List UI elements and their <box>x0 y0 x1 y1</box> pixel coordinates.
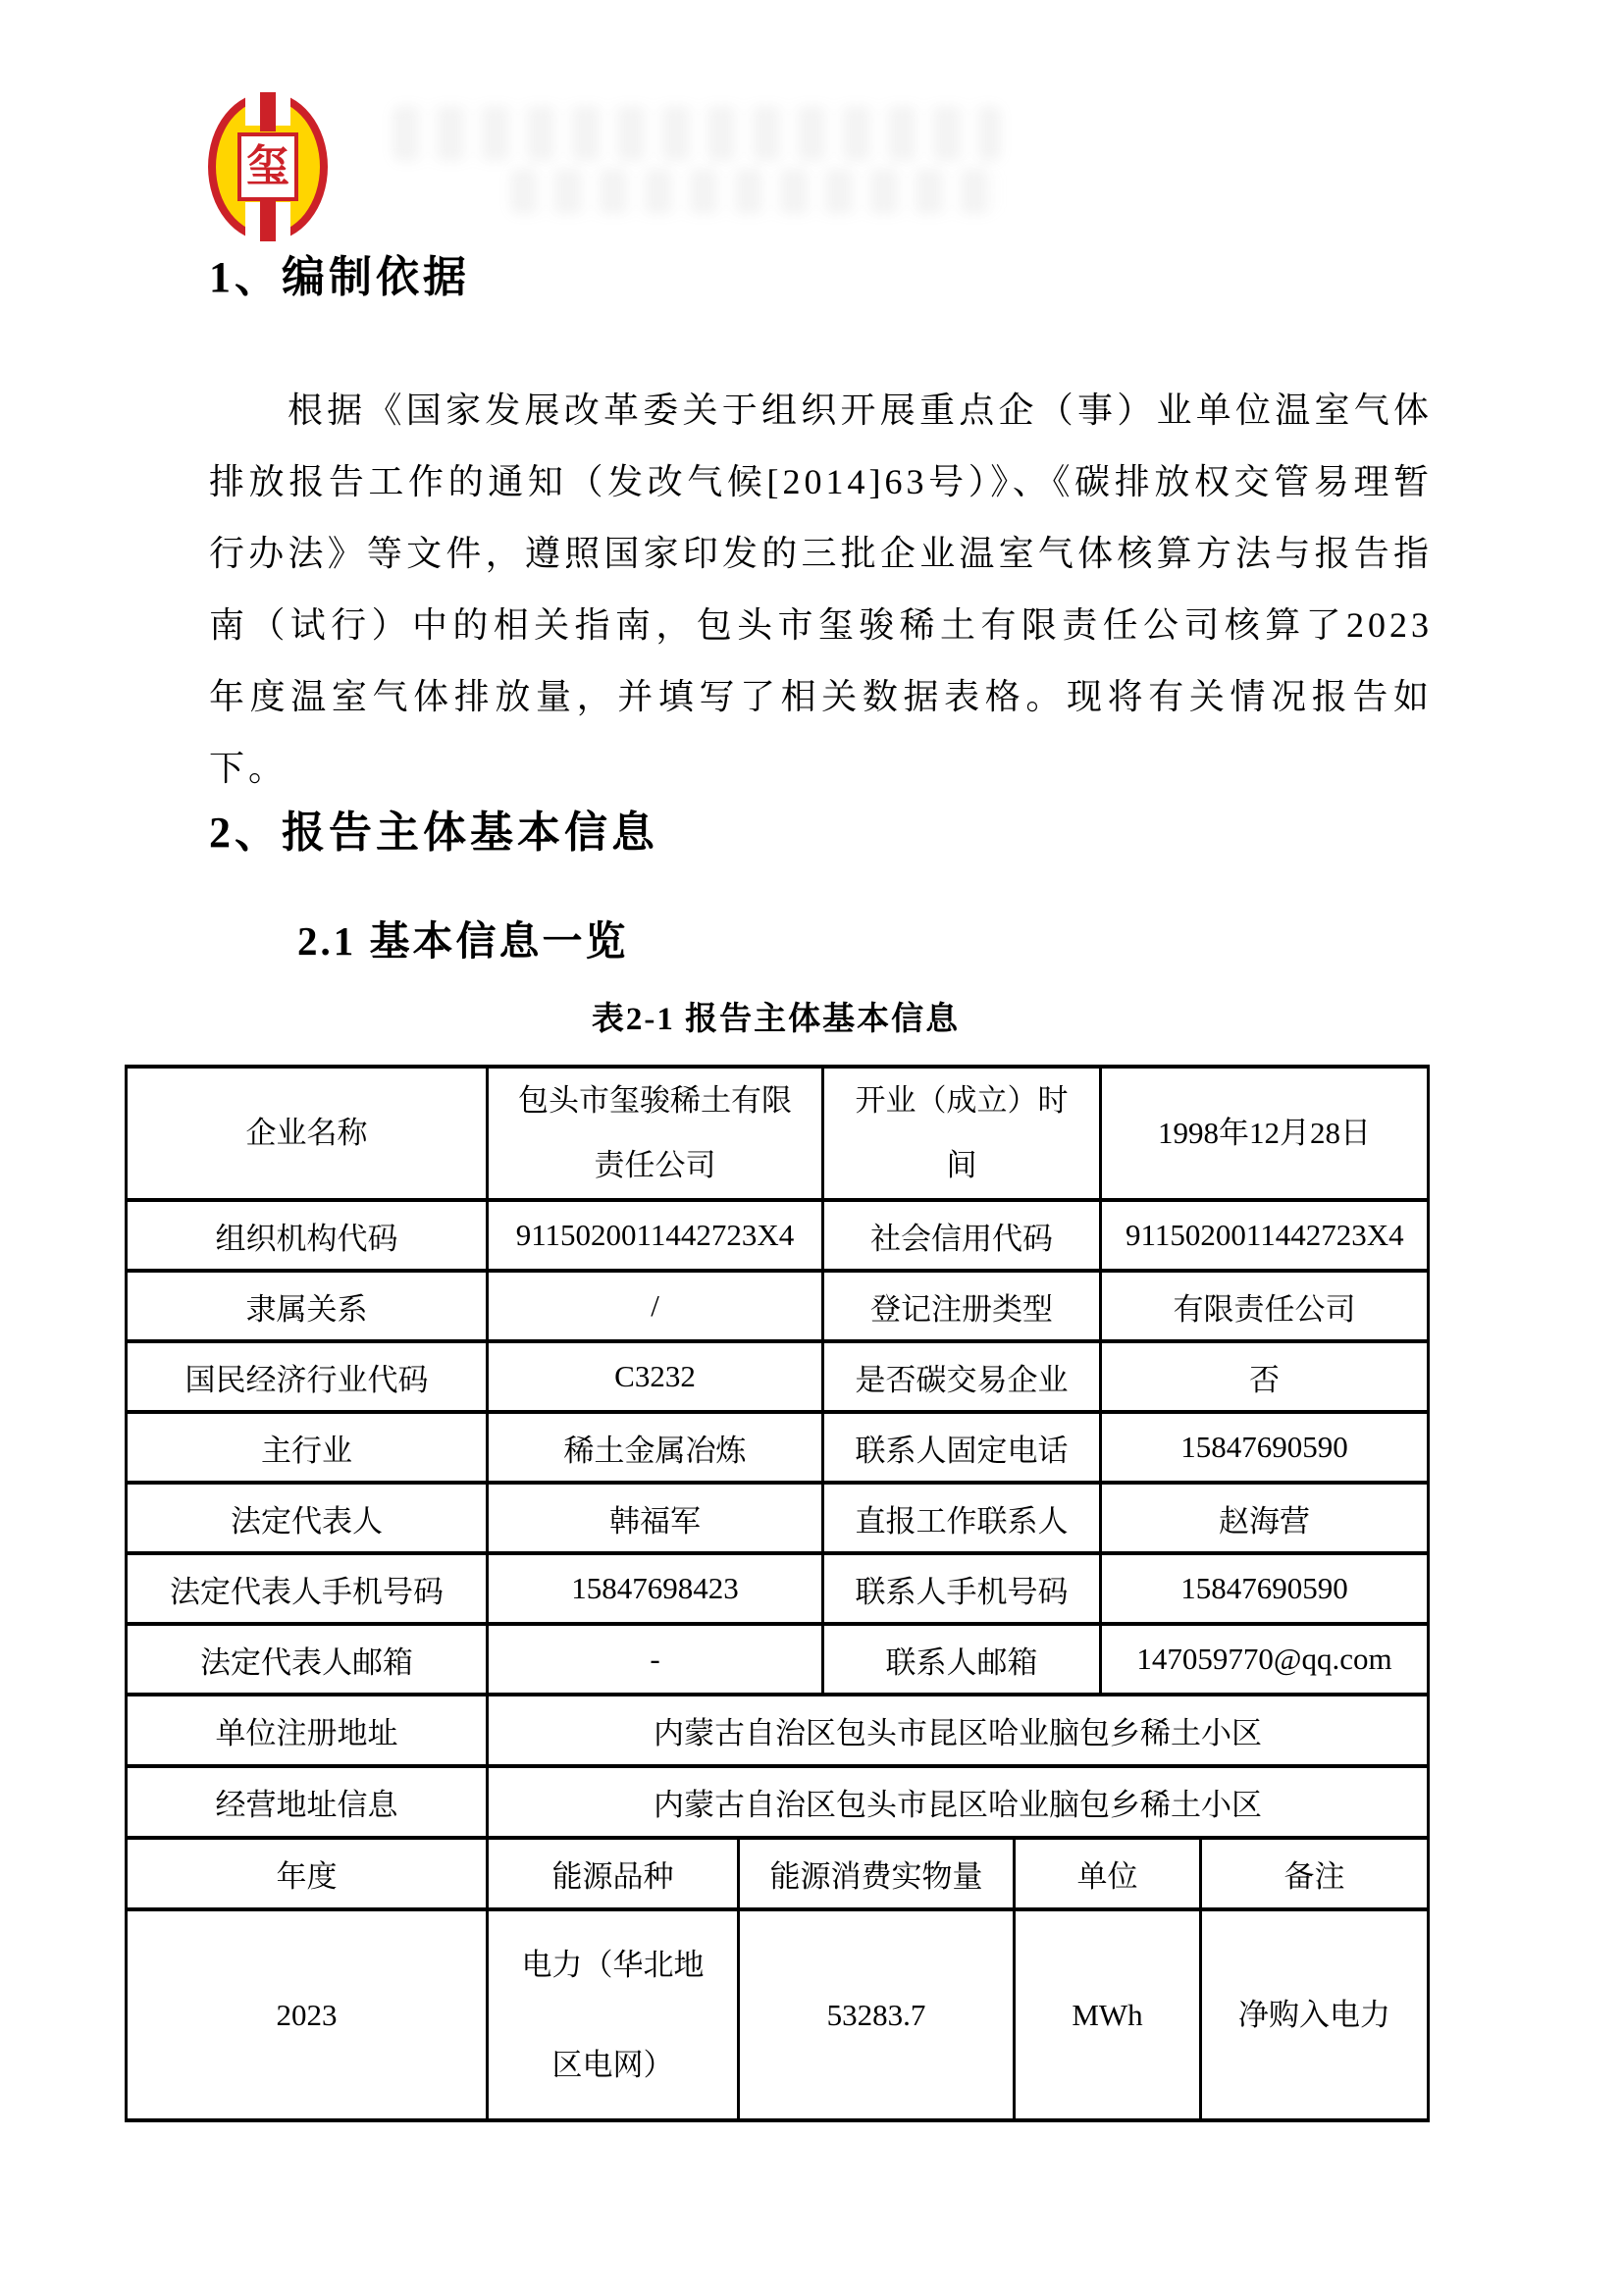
column-header: 能源品种 <box>488 1838 739 1909</box>
column-header: 能源消费实物量 <box>739 1838 1015 1909</box>
column-header: 备注 <box>1201 1838 1429 1909</box>
basic-info-grid <box>125 1065 1430 1840</box>
cell-value: 否 <box>1101 1341 1429 1412</box>
cell-label: 登记注册类型 <box>823 1271 1101 1341</box>
cell-label: 直报工作联系人 <box>823 1483 1101 1553</box>
cell-value: 15847690590 <box>1101 1412 1429 1483</box>
energy-grid <box>125 1836 1430 2122</box>
energy-data-row <box>127 1909 1429 2120</box>
table-row <box>127 1067 1429 1200</box>
logo-seal-box <box>237 132 298 201</box>
cell-label: 联系人邮箱 <box>823 1624 1101 1695</box>
table-row <box>127 1766 1429 1838</box>
logo-seal-glyph: 玺 <box>246 142 289 190</box>
table-row <box>127 1341 1429 1412</box>
cell-label: 是否碳交易企业 <box>823 1341 1101 1412</box>
cell-value: 内蒙古自治区包头市昆区哈业脑包乡稀土小区 <box>488 1695 1429 1766</box>
cell-value: 赵海营 <box>1101 1483 1429 1553</box>
section-2-heading: 2、报告主体基本信息 <box>209 809 658 857</box>
section-2-1-heading: 2.1 基本信息一览 <box>297 918 629 964</box>
cell-value: / <box>488 1271 823 1341</box>
cell-value: 内蒙古自治区包头市昆区哈业脑包乡稀土小区 <box>488 1766 1429 1838</box>
table-row <box>127 1553 1429 1624</box>
cell-value: 稀土金属冶炼 <box>488 1412 823 1483</box>
cell-value: 9115020011442723X4 <box>1101 1200 1429 1271</box>
cell-label: 国民经济行业代码 <box>127 1341 488 1412</box>
table-caption: 表2-1 报告主体基本信息 <box>591 1002 961 1037</box>
cell-value: 有限责任公司 <box>1101 1271 1429 1341</box>
section-1-paragraph: 根据《国家发展改革委关于组织开展重点企（事）业单位温室气体排放报告工作的通知（发改气候[2014]63号）》、《碳排放权交管易理暂行办法》等文件，遵照国家印发的三批企业温室气体核算方法与报告指南（试行）中的相关指南，包头市玺骏稀土有限责任公司核算了2023年度温室气体排放量，并填写了相关数据表格。现将有关情况报告如下。 <box>209 391 1433 788</box>
cell-value: 15847690590 <box>1101 1553 1429 1624</box>
cell-remark: 净购入电力 <box>1201 1909 1429 2120</box>
cell-label: 法定代表人 <box>127 1483 488 1553</box>
table-row <box>127 1200 1429 1271</box>
cell-value: 包头市玺骏稀土有限责任公司 <box>488 1067 823 1200</box>
basic-info-table <box>125 1065 1427 2122</box>
cell-label: 法定代表人邮箱 <box>127 1624 488 1695</box>
cell-energy-type: 电力（华北地区电网） <box>488 1909 739 2120</box>
cell-label: 社会信用代码 <box>823 1200 1101 1271</box>
cell-consumption: 53283.7 <box>739 1909 1015 2120</box>
cell-label: 主行业 <box>127 1412 488 1483</box>
column-header: 单位 <box>1015 1838 1201 1909</box>
column-header: 年度 <box>127 1838 488 1909</box>
table-row <box>127 1271 1429 1341</box>
company-logo <box>208 92 328 241</box>
cell-label: 法定代表人手机号码 <box>127 1553 488 1624</box>
cell-label: 经营地址信息 <box>127 1766 488 1838</box>
scan-watermark <box>510 169 1001 214</box>
table-row <box>127 1624 1429 1695</box>
cell-label: 联系人手机号码 <box>823 1553 1101 1624</box>
section-1-heading: 1、编制依据 <box>209 253 470 301</box>
logo-stem-bottom <box>260 196 276 241</box>
cell-label: 单位注册地址 <box>127 1695 488 1766</box>
cell-label: 开业（成立）时间 <box>823 1067 1101 1200</box>
cell-value: 韩福军 <box>488 1483 823 1553</box>
cell-label: 企业名称 <box>127 1067 488 1200</box>
table-row <box>127 1483 1429 1553</box>
cell-year: 2023 <box>127 1909 488 2120</box>
logo-stem-top <box>260 92 276 131</box>
cell-value: 147059770@qq.com <box>1101 1624 1429 1695</box>
cell-label: 联系人固定电话 <box>823 1412 1101 1483</box>
cell-label: 组织机构代码 <box>127 1200 488 1271</box>
cell-value: 1998年12月28日 <box>1101 1067 1429 1200</box>
cell-value: C3232 <box>488 1341 823 1412</box>
scan-watermark <box>393 106 1001 161</box>
table-row <box>127 1695 1429 1766</box>
cell-value: 15847698423 <box>488 1553 823 1624</box>
cell-value: 9115020011442723X4 <box>488 1200 823 1271</box>
energy-header-row <box>127 1838 1429 1909</box>
cell-label: 隶属关系 <box>127 1271 488 1341</box>
table-row <box>127 1412 1429 1483</box>
cell-value: - <box>488 1624 823 1695</box>
cell-unit: MWh <box>1015 1909 1201 2120</box>
